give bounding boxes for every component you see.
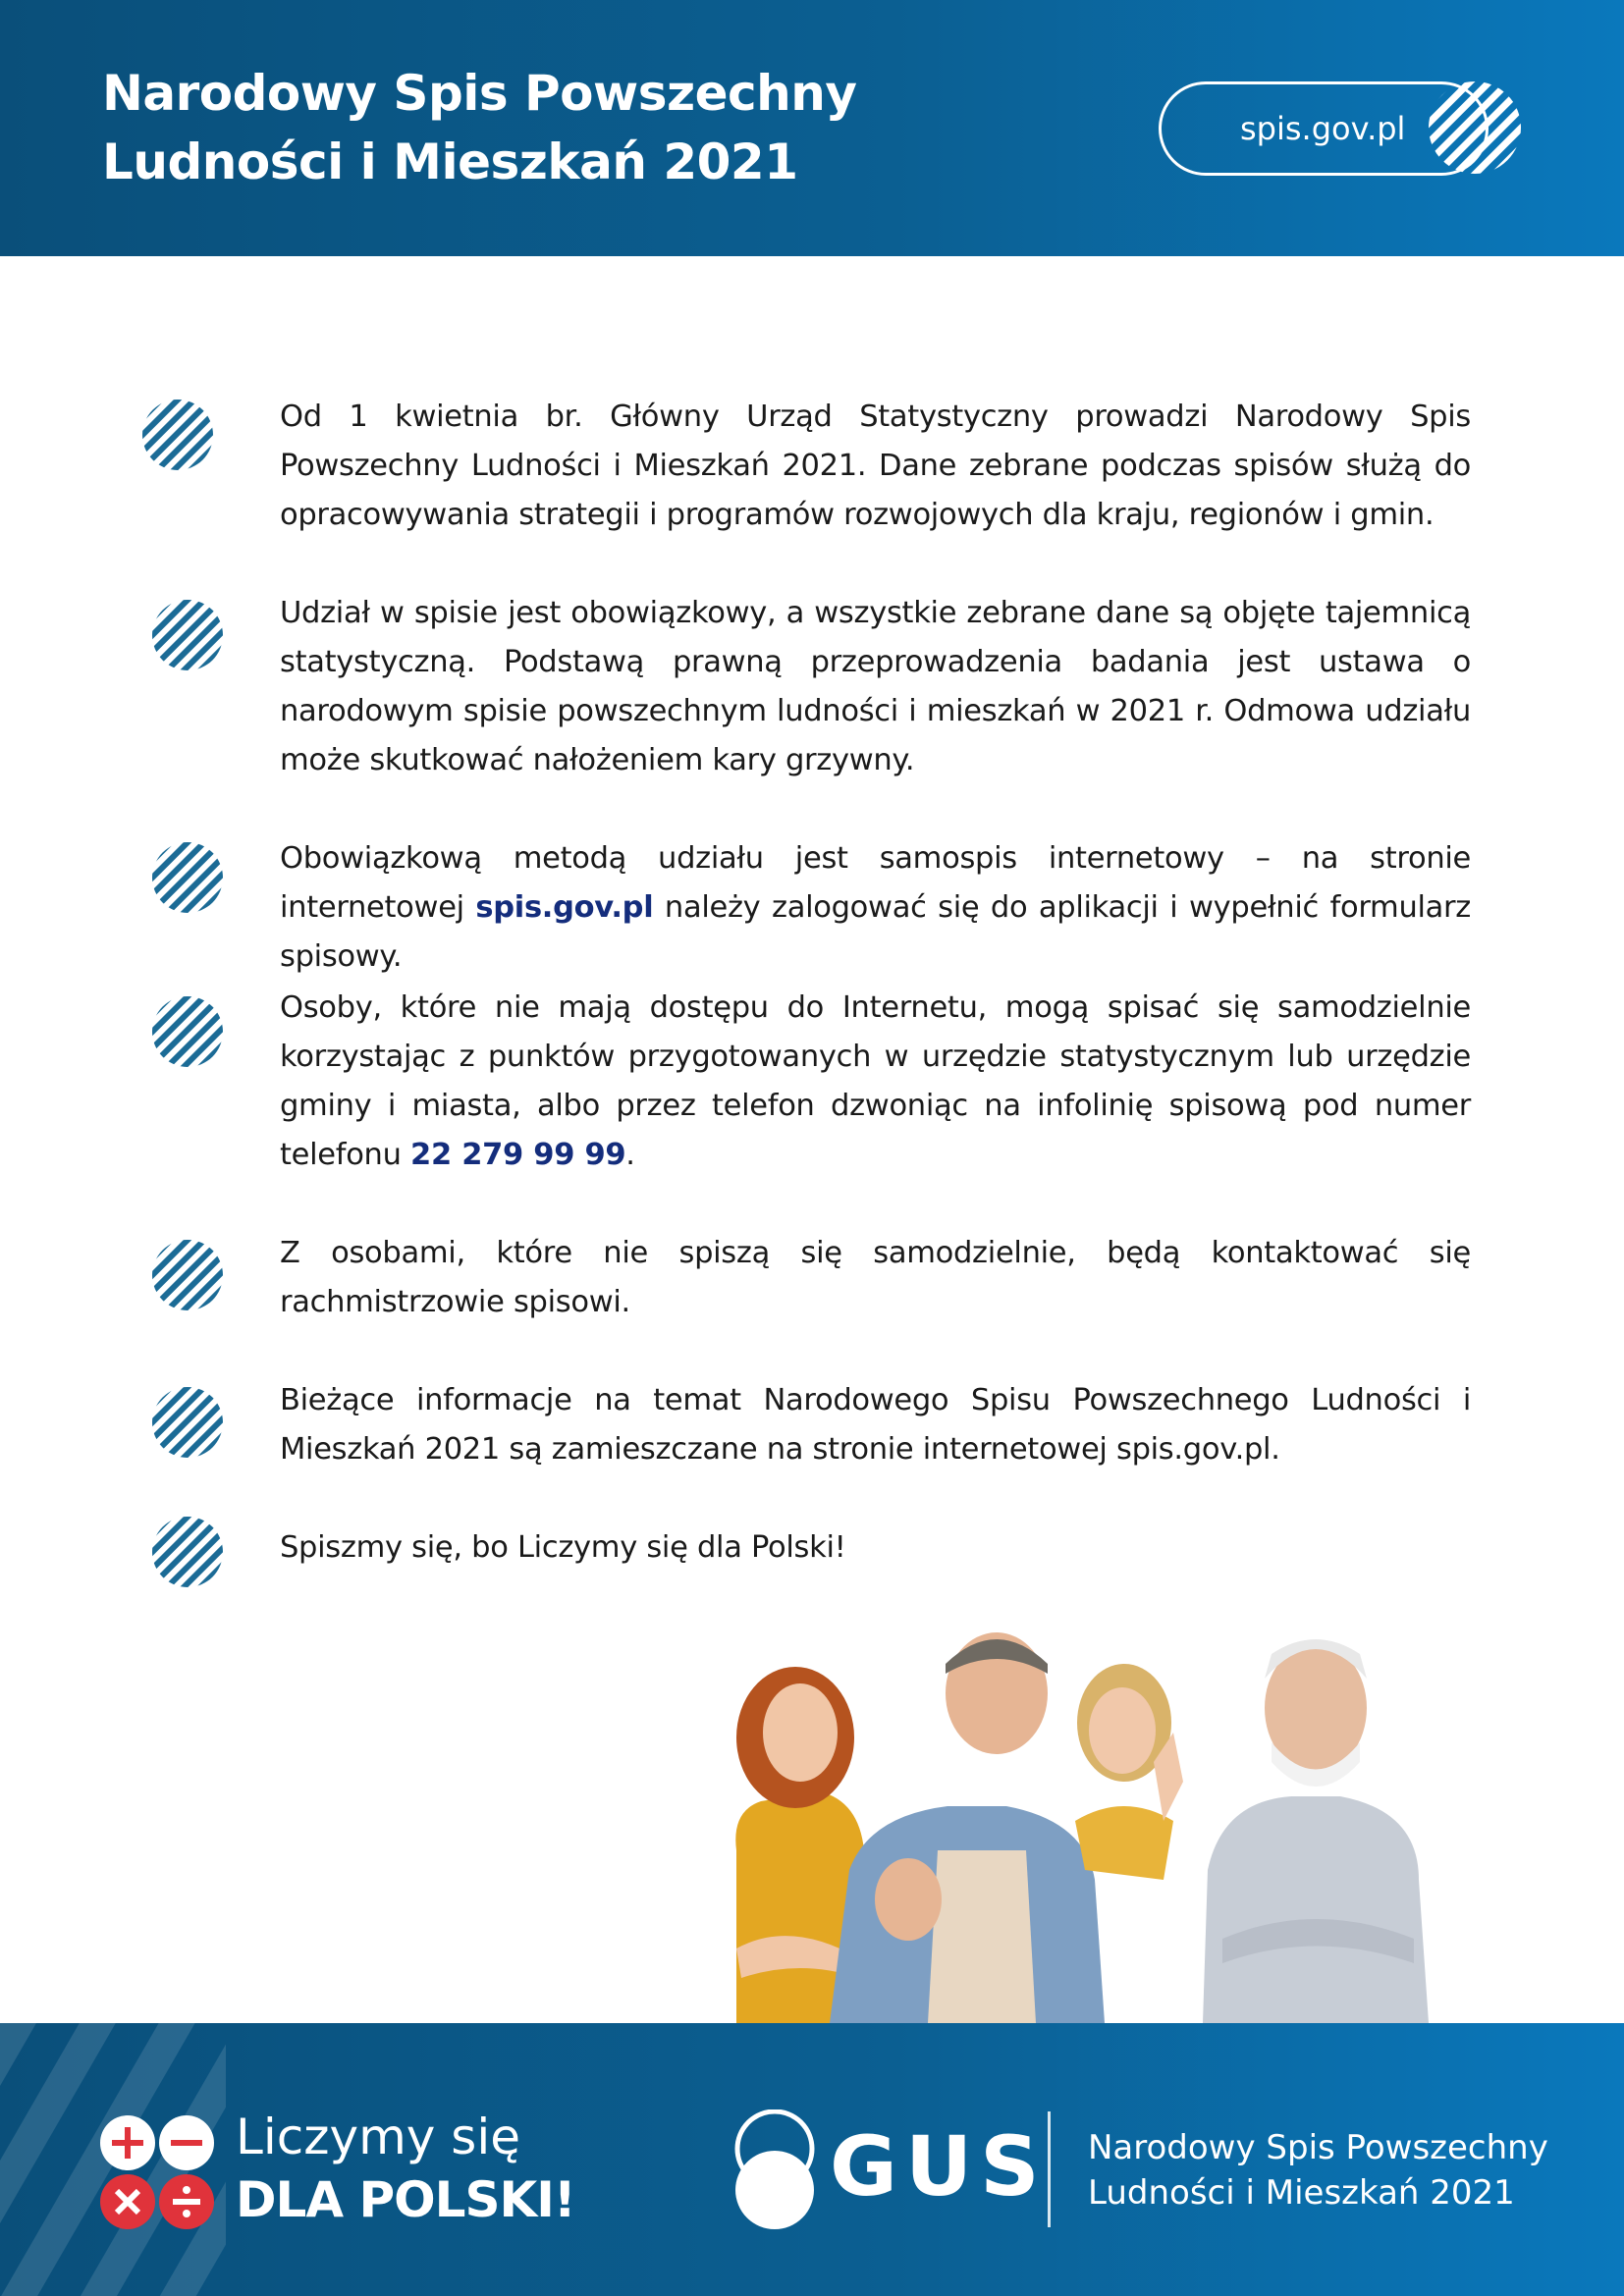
bullet-text: Bieżące informacje na temat Narodowego Spisu Powszechnego Ludności i Mieszkań 2021 są zamieszczane na stronie internetowej spis.gov.pl.	[280, 1383, 1471, 1467]
bullet-text-part: należy zalogować się do aplikacji i wypełnić formularz spisowy.	[280, 890, 1472, 974]
census-line-1: Narodowy Spis Powszechny	[1088, 2128, 1548, 2167]
footer-census-name	[1088, 2125, 1548, 2216]
bullet-text: Od 1 kwietnia br. Główny Urząd Statystyczny prowadzi Narodowy Spis Powszechny Ludności i Mieszkań 2021. Dane zebrane podczas spisów służą do opracowywania strategii i programów rozwojowych dla kraju, regionów i gmin.	[280, 400, 1471, 532]
header-banner	[0, 0, 1624, 256]
slogan-line-1: Liczymy się	[236, 2109, 520, 2165]
census-line-2: Ludności i Mieszkań 2021	[1088, 2173, 1515, 2213]
striped-circle-icon	[1428, 80, 1522, 175]
gus-wordmark: GUS	[830, 2118, 1048, 2215]
title-line-1: Narodowy Spis Powszechny	[102, 65, 857, 122]
divide-icon	[159, 2174, 214, 2229]
bullet-text	[280, 834, 1471, 982]
striped-circle-icon	[141, 399, 214, 471]
phone-number-link[interactable]: 22 279 99 99	[410, 1138, 626, 1172]
footer-divider	[1048, 2111, 1051, 2227]
striped-circle-icon	[151, 1239, 224, 1311]
math-symbols-logo	[98, 2113, 216, 2231]
bullet-text: Z osobami, które nie spiszą się samodzielnie, będą kontaktować się rachmistrzowie spisowi.	[280, 1236, 1471, 1319]
bullet-text: Udział w spisie jest obowiązkowy, a wszystkie zebrane dane są objęte tajemnicą statystyczną. Podstawą prawną przeprowadzenia badania jest ustawa o narodowym spisie powszechnym ludności i mieszkań w 2021 r. Odmowa udziału może skutkować nałożeniem kary grzywny.	[280, 596, 1471, 777]
family-photo	[712, 1625, 1478, 2023]
website-link-label: spis.gov.pl	[1240, 110, 1406, 147]
page-title	[102, 59, 857, 196]
website-inline-link[interactable]: spis.gov.pl	[475, 890, 654, 925]
bullet-text: Spiszmy się, bo Liczymy się dla Polski!	[280, 1530, 846, 1565]
slogan-line-2: DLA POLSKI!	[236, 2171, 575, 2228]
striped-circle-icon	[151, 1386, 224, 1459]
striped-circle-icon	[151, 599, 224, 671]
bullet-text-part: Osoby, które nie mają dostępu do Internetu, mogą spisać się samodzielnie korzystając z punktów przygotowanych w urzędzie statystycznym lub urzędzie gminy i miasta, albo przez telefon dzwoniąc na infolinię spisową pod numer telefonu	[280, 990, 1471, 1172]
bullet-text-part: .	[625, 1138, 635, 1172]
striped-circle-icon	[151, 1516, 224, 1588]
footer-banner	[0, 2023, 1624, 2296]
times-icon	[100, 2174, 155, 2229]
striped-circle-icon	[151, 841, 224, 914]
title-line-2: Ludności i Mieszkań 2021	[102, 133, 798, 190]
plus-icon	[100, 2115, 155, 2170]
bullet-text-part: Obowiązkową metodą udziału jest samospis internetowy – na stronie internetowej	[280, 841, 1471, 925]
gus-logo-icon	[731, 2109, 818, 2231]
minus-icon	[159, 2115, 214, 2170]
bullet-text	[280, 984, 1471, 1180]
striped-circle-icon	[151, 995, 224, 1068]
